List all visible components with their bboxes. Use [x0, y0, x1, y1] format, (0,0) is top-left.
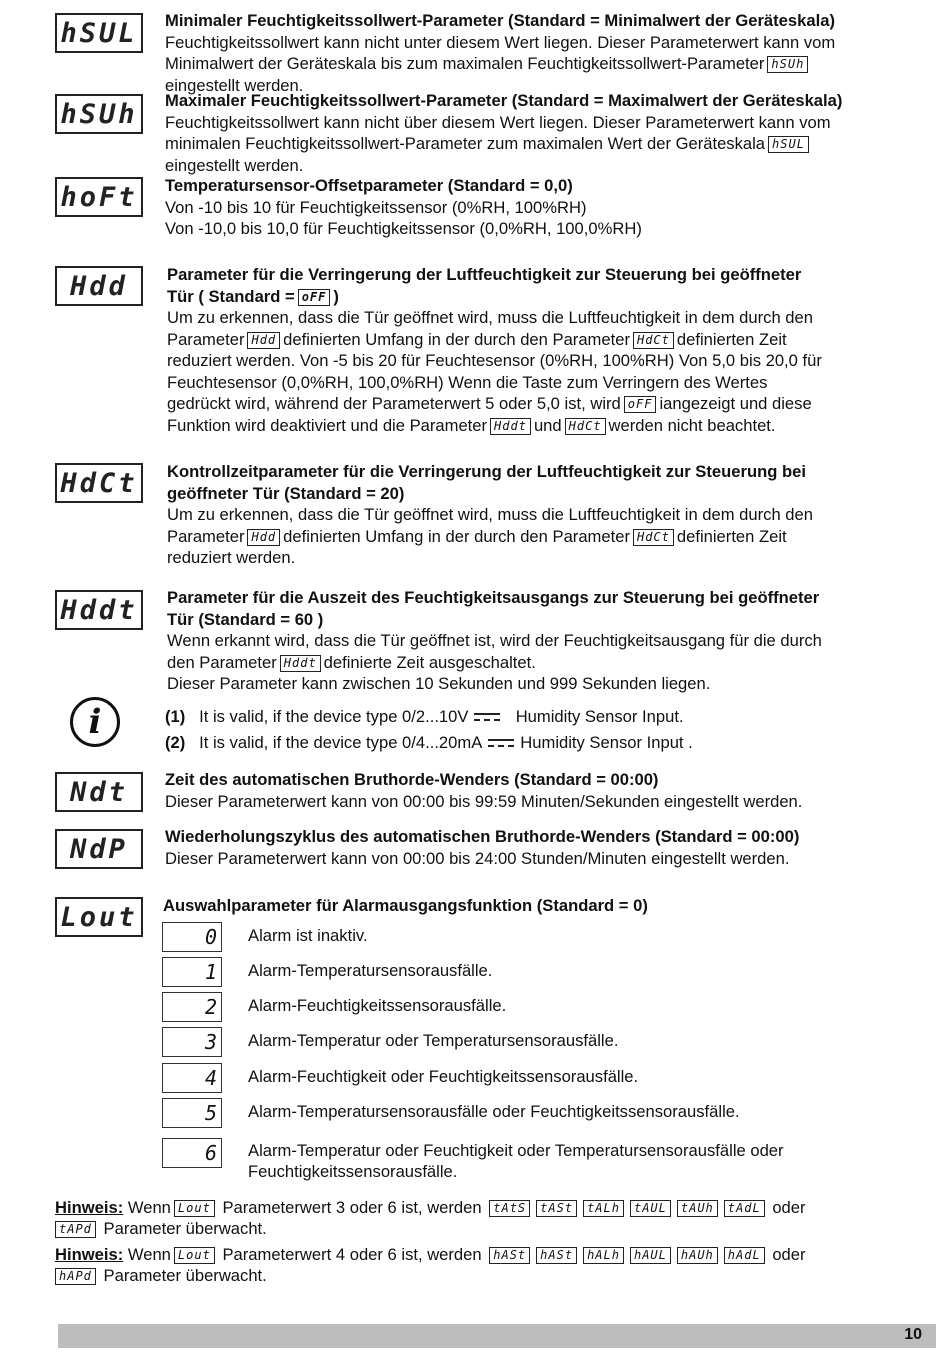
option-text: Feuchtigkeitssensorausfälle. — [248, 1162, 458, 1181]
text-part: iangezeigt und diese — [659, 394, 812, 413]
code-ref: hAUh — [677, 1247, 718, 1264]
option-text: Alarm-Temperatur oder Feuchtigkeit oder Temperatursensorausfälle oder — [248, 1141, 784, 1160]
section-hsuh — [165, 90, 945, 176]
section-text: Von -10 bis 10 für Feuchtigkeitssensor (0%RH, 100%RH) — [165, 197, 587, 217]
section-title: Zeit des automatischen Bruthorde-Wenders (Standard = 00:00) — [165, 770, 659, 789]
section-text — [167, 526, 947, 548]
text-part: Humidity Sensor Input . — [520, 733, 693, 752]
option-text: Alarm-Temperatursensorausfälle. — [248, 961, 493, 980]
section-text: reduziert werden. Von -5 bis 20 für Feuchtesensor (0%RH, 100%RH) Von 5,0 bis 20,0 für — [167, 351, 822, 370]
option-text: Alarm ist inaktiv. — [248, 926, 368, 945]
display-code-ndp: NdP — [55, 829, 143, 869]
code-ref: hAPd — [55, 1268, 96, 1285]
option-value-box: 0 — [162, 922, 222, 952]
text-part: Funktion wird deaktiviert und die Parameter — [167, 415, 488, 435]
text-part: Tür ( Standard = — [167, 286, 295, 306]
code-ref: Hddt — [490, 418, 531, 435]
section-text — [165, 53, 945, 75]
dc-symbol-icon — [488, 739, 514, 749]
info-notes — [165, 704, 945, 756]
section-title: Maximaler Feuchtigkeitssollwert-Parameter (Standard = Maximalwert der Geräteskala) — [165, 91, 843, 110]
code-ref: hALh — [583, 1247, 624, 1264]
section-text: Um zu erkennen, dass die Tür geöffnet wird, muss die Luftfeuchtigkeit in dem durch den — [167, 505, 813, 524]
code-ref: Hddt — [280, 655, 321, 672]
footer-bar — [58, 1324, 936, 1348]
option-text: Alarm-Temperatur oder Temperatursensorausfälle. — [248, 1031, 619, 1050]
section-title — [167, 286, 947, 308]
text-part: It is valid, if the device type 0/4...20mA — [199, 733, 483, 752]
text-part: definierten Umfang in der durch den Parameter — [283, 329, 630, 349]
text-part: ) — [333, 286, 339, 306]
note-number: (1) — [165, 707, 186, 726]
section-text: Feuchtigkeitssollwert kann nicht unter diesem Wert liegen. Dieser Parameterwert kann vom — [165, 32, 836, 52]
display-code-hsuh: hSUh — [55, 94, 143, 134]
code-ref: oFF — [298, 289, 331, 306]
section-title: geöffneter Tür (Standard = 20) — [167, 483, 405, 503]
option-value-box: 3 — [162, 1027, 222, 1057]
dc-symbol-icon — [474, 713, 500, 723]
display-code-ndt: Ndt — [55, 772, 143, 812]
section-hsul — [165, 10, 945, 96]
option-value-box: 4 — [162, 1063, 222, 1093]
section-text — [167, 329, 947, 351]
info-line-1 — [165, 704, 945, 730]
text-part: It is valid, if the device type 0/2...10V — [199, 707, 469, 726]
text-part: gedrückt wird, während der Parameterwert 5 oder 5,0 ist, wird — [167, 394, 621, 413]
section-text — [167, 393, 947, 415]
code-ref: tAUh — [677, 1200, 718, 1217]
code-ref: oFF — [624, 396, 657, 413]
note-label: Hinweis: — [55, 1198, 124, 1217]
text-part: und — [533, 415, 562, 435]
section-text: Dieser Parameterwert kann von 00:00 bis 99:59 Minuten/Sekunden eingestellt werden. — [165, 791, 803, 811]
code-ref: tALh — [583, 1200, 624, 1217]
section-text — [167, 652, 947, 674]
code-ref: hAUL — [630, 1247, 671, 1264]
code-ref: hSUh — [767, 56, 808, 73]
section-text: Dieser Parameter kann zwischen 10 Sekunden und 999 Sekunden liegen. — [167, 674, 711, 693]
text-part: werden nicht beachtet. — [608, 415, 776, 435]
display-code-lout: Lout — [55, 897, 143, 937]
text-part: oder — [772, 1245, 806, 1264]
text-part: Parameter — [167, 526, 245, 546]
display-code-hddt: Hddt — [55, 590, 143, 630]
text-part: definierten Umfang in der durch den Parameter — [283, 526, 630, 546]
section-text: Dieser Parameterwert kann von 00:00 bis 24:00 Stunden/Minuten eingestellt werden. — [165, 848, 790, 868]
note-label: Hinweis: — [55, 1245, 124, 1264]
text-part: definierte Zeit ausgeschaltet. — [323, 652, 536, 672]
section-title: Minimaler Feuchtigkeitssollwert-Parameter (Standard = Minimalwert der Geräteskala) — [165, 11, 835, 30]
section-title: Kontrollzeitparameter für die Verringerung der Luftfeuchtigkeit zur Steuerung bei — [167, 462, 806, 481]
display-code-hoft: hoFt — [55, 177, 143, 217]
section-text: eingestellt werden. — [165, 75, 304, 95]
section-text: Von -10,0 bis 10,0 für Feuchtigkeitssensor (0,0%RH, 100,0%RH) — [165, 219, 642, 238]
text-part: definierten Zeit — [676, 526, 787, 546]
section-text — [167, 415, 947, 437]
section-text: Um zu erkennen, dass die Tür geöffnet wird, muss die Luftfeuchtigkeit in dem durch den — [167, 308, 813, 327]
section-title: Tür (Standard = 60 ) — [167, 609, 324, 629]
code-ref: tAtS — [489, 1200, 530, 1217]
section-hddt — [167, 587, 947, 695]
code-ref: tAdL — [724, 1200, 765, 1217]
code-ref: hSUL — [768, 136, 809, 153]
section-hdct — [167, 461, 947, 569]
code-ref: hASt — [536, 1247, 577, 1264]
section-text: Wenn erkannt wird, dass die Tür geöffnet ist, wird der Feuchtigkeitsausgang für die durch — [167, 631, 822, 650]
text-part: Wenn — [127, 1245, 171, 1264]
section-text: eingestellt werden. — [165, 155, 304, 175]
section-hoft — [165, 175, 945, 240]
section-title: Parameter für die Auszeit des Feuchtigkeitsausgangs zur Steuerung bei geöffneter — [167, 588, 820, 607]
code-ref: Hdd — [247, 332, 280, 349]
info-line-2 — [165, 730, 945, 756]
text-part: Parameterwert 3 oder 6 ist, werden — [222, 1198, 482, 1217]
text-part: Parameter überwacht. — [103, 1219, 267, 1238]
option-text: Alarm-Temperatursensorausfälle oder Feuchtigkeitssensorausfälle. — [248, 1102, 740, 1121]
code-ref: Lout — [174, 1200, 215, 1217]
code-ref: HdCt — [565, 418, 606, 435]
note-number: (2) — [165, 733, 186, 752]
option-text: Alarm-Feuchtigkeitssensorausfälle. — [248, 996, 507, 1015]
text-part: definierten Zeit — [676, 329, 787, 349]
page-number: 10 — [904, 1326, 922, 1343]
text-part: Wenn — [127, 1198, 171, 1217]
code-ref: HdCt — [633, 529, 674, 546]
code-ref: HdCt — [633, 332, 674, 349]
code-ref: Lout — [174, 1247, 215, 1264]
code-ref: tAPd — [55, 1221, 96, 1238]
text-part: Parameterwert 4 oder 6 ist, werden — [222, 1245, 482, 1264]
text-part: Parameter — [167, 329, 245, 349]
display-code-hdct: HdCt — [55, 463, 143, 503]
section-text: reduziert werden. — [167, 548, 296, 567]
text-part: den Parameter — [167, 652, 277, 672]
section-lout — [163, 895, 943, 917]
code-ref: tAUL — [630, 1200, 671, 1217]
option-value-box: 2 — [162, 992, 222, 1022]
display-code-hdd: Hdd — [55, 266, 143, 306]
section-title: Wiederholungszyklus des automatischen Bruthorde-Wenders (Standard = 00:00) — [165, 827, 800, 846]
text-part: Minimalwert der Geräteskala bis zum maximalen Feuchtigkeitssollwert-Parameter — [165, 54, 765, 73]
code-ref: hAdL — [724, 1247, 765, 1264]
option-value-box: 6 — [162, 1138, 222, 1168]
section-title: Parameter für die Verringerung der Luftfeuchtigkeit zur Steuerung bei geöffneter — [167, 265, 802, 284]
text-part: minimalen Feuchtigkeitssollwert-Parameter zum maximalen Wert der Geräteskala — [165, 134, 766, 153]
section-text: Feuchtigkeitssollwert kann nicht über diesem Wert liegen. Dieser Parameterwert kann vom — [165, 112, 831, 132]
note-2 — [55, 1244, 940, 1286]
text-part: Humidity Sensor Input. — [515, 707, 684, 726]
section-title: Temperatursensor-Offsetparameter (Standard = 0,0) — [165, 176, 573, 195]
section-title: Auswahlparameter für Alarmausgangsfunktion (Standard = 0) — [163, 896, 648, 915]
code-ref: hASt — [489, 1247, 530, 1264]
section-ndp — [165, 826, 945, 869]
option-text: Alarm-Feuchtigkeit oder Feuchtigkeitssensorausfälle. — [248, 1067, 639, 1086]
section-ndt — [165, 769, 945, 812]
code-ref: Hdd — [247, 529, 280, 546]
text-part: Parameter überwacht. — [103, 1266, 267, 1285]
info-icon: i — [70, 697, 120, 747]
display-code-hsul: hSUL — [55, 13, 143, 53]
code-ref: tASt — [536, 1200, 577, 1217]
text-part: oder — [772, 1198, 806, 1217]
section-text: Feuchtesensor (0,0%RH, 100,0%RH) Wenn die Taste zum Verringern des Wertes — [167, 372, 768, 392]
section-text — [165, 133, 945, 155]
note-1 — [55, 1197, 940, 1239]
option-value-box: 5 — [162, 1098, 222, 1128]
section-hdd — [167, 264, 947, 436]
option-value-box: 1 — [162, 957, 222, 987]
